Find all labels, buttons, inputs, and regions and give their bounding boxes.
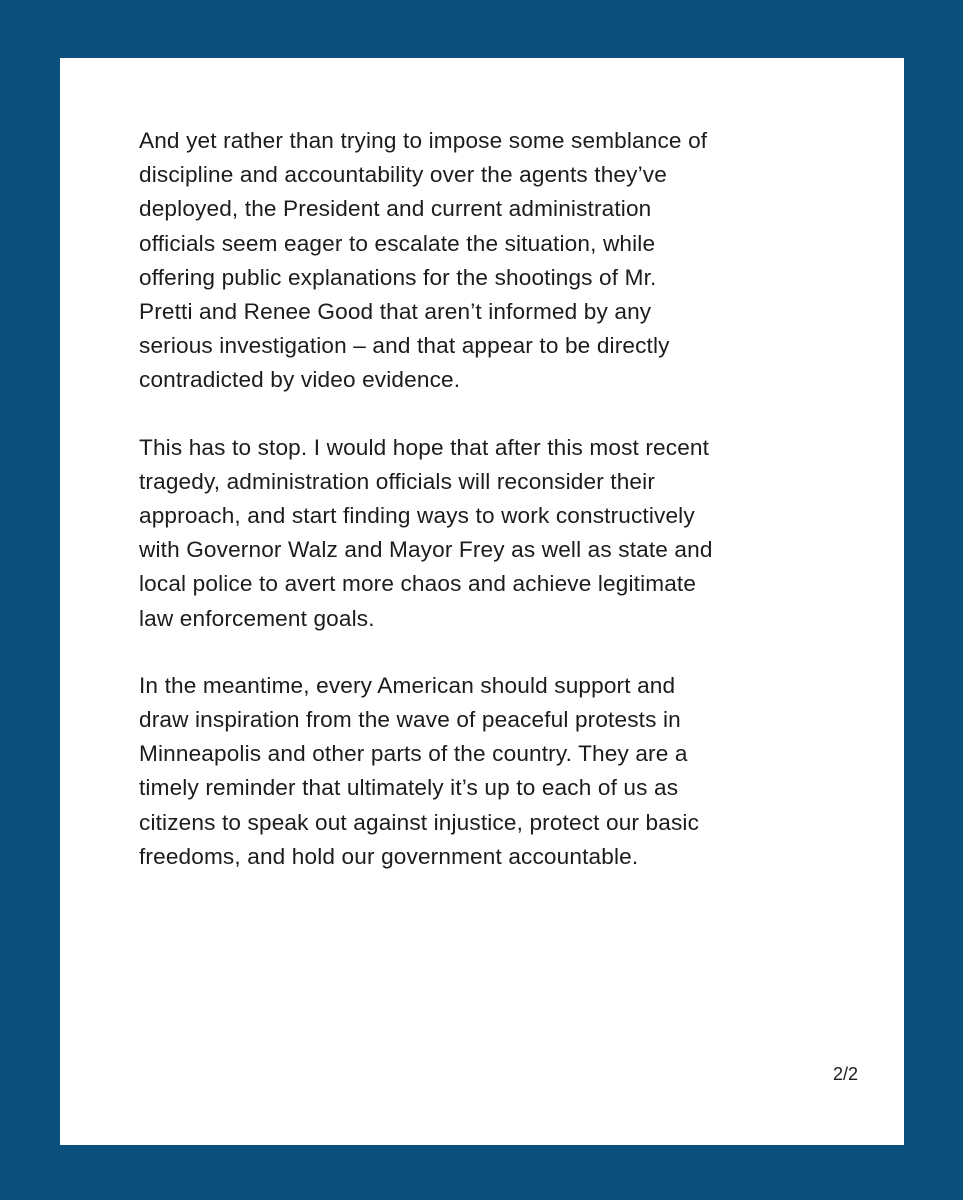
paragraph-line: Pretti and Renee Good that aren’t informed by any [139,299,652,325]
paragraph-line: Minneapolis and other parts of the country. They are a [139,741,688,767]
paragraph-line: citizens to speak out against injustice, protect our basic [139,809,700,835]
paragraph-line: freedoms, and hold our government accountable. [139,843,639,869]
paragraph-line: deployed, the President and current administration [139,196,652,222]
statement-card [60,58,904,1145]
paragraph-line: serious investigation – and that appear to be directly [139,333,670,359]
paragraph-3 [139,669,839,874]
paragraph-1 [139,124,839,398]
paragraph-line: draw inspiration from the wave of peaceful protests in [139,707,681,733]
page-indicator: 2/2 [832,1064,858,1084]
paragraph-line: with Governor Walz and Mayor Frey as well as state and [139,537,713,563]
paragraph-2 [139,431,839,636]
paragraph-line: local police to avert more chaos and achieve legitimate [139,571,697,597]
paragraph-line: This has to stop. I would hope that after this most recent [139,434,710,460]
paragraph-line: In the meantime, every American should support and [139,672,676,698]
statement-body [139,124,839,907]
paragraph-line: offering public explanations for the shootings of Mr. [139,264,657,290]
paragraph-line: timely reminder that ultimately it’s up to each of us as [139,775,679,801]
paragraph-line: tragedy, administration officials will reconsider their [139,468,655,494]
paragraph-line: discipline and accountability over the agents they’ve [139,162,667,188]
paragraph-line: approach, and start finding ways to work constructively [139,503,695,529]
paragraph-line: And yet rather than trying to impose some semblance of [139,128,708,153]
paragraph-line: contradicted by video evidence. [139,367,461,393]
paragraph-line: law enforcement goals. [139,605,375,631]
paragraph-line: officials seem eager to escalate the situation, while [139,230,656,256]
